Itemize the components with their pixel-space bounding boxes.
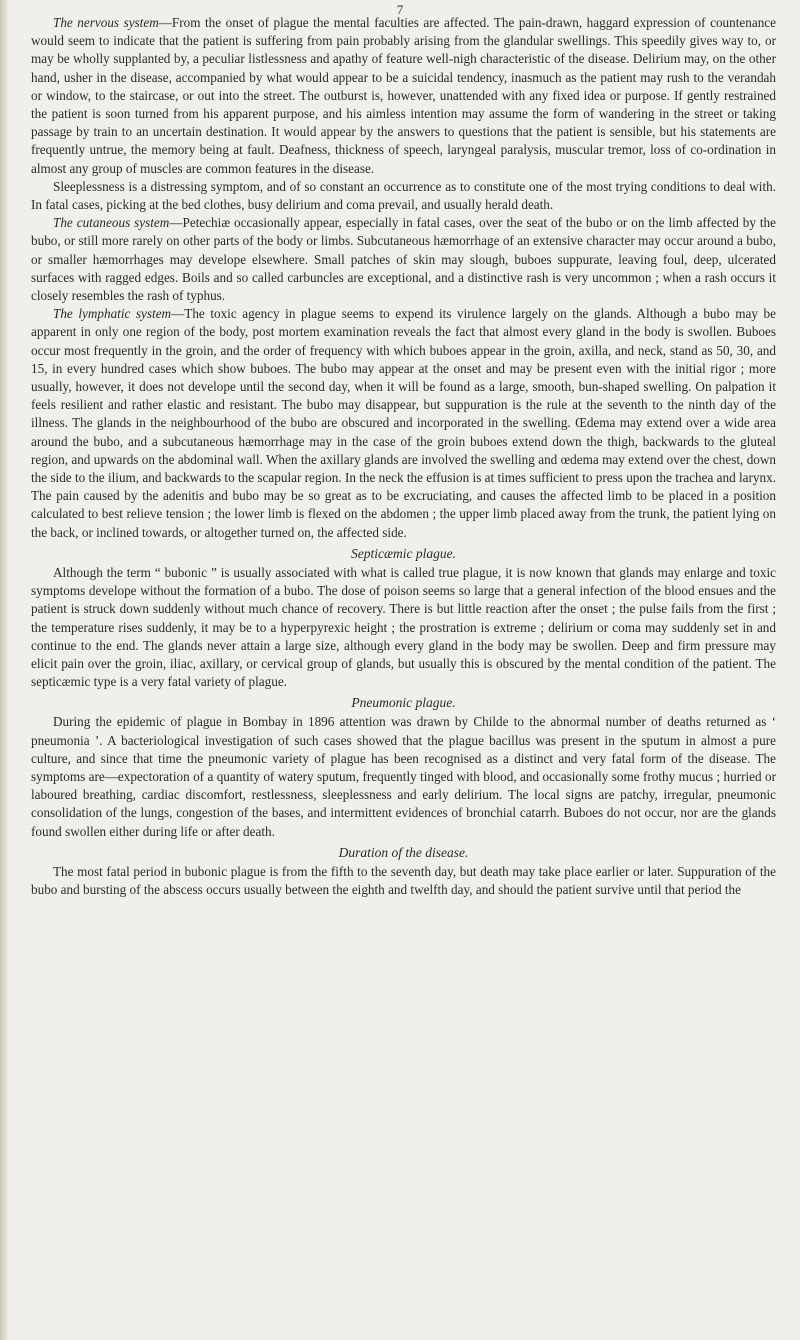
paragraph-pneumonic: During the epidemic of plague in Bombay in 1896 attention was drawn by Childe to the abnormal number of deaths returned as ‘ pneumonia ’. A bacteriological investigation of such cases showed that the plague bacillus was present in the sputum in almost a pure culture, and since that time the pneumonic variety of plague has been recognised as a distinct and very fatal form of the disease. The symptoms are—expectoration of a quantity of watery sputum, frequently tinged with blood, and occasionally some frothy mucus ; hurried or laboured breathing, cardiac discomfort, restlessness, sleeplessness and early delirium. The local signs are patchy, irregular, pneumonic consolidation of the lungs, congestion of the bases, and intermittent evidences of bronchial catarrh. Buboes do not occur, nor are the glands found swollen either during life or after death. bbox=[31, 714, 776, 839]
page-body bbox=[31, 14, 776, 899]
paragraph-text: Sleeplessness is a distressing symptom, and of so constant an occurrence as to constitute one of the most trying conditions to deal with. In fatal cases, picking at the bed clothes, busy delirium and coma prevail, and usually herald death. bbox=[31, 178, 776, 213]
paragraph-nervous-system bbox=[31, 14, 776, 178]
paragraph-text: —From the onset of plague the mental faculties are affected. The pain-drawn, haggard expression of countenance would seem to indicate that the patient is suffering from pain probably arising from the glandular swellings. This speedily gives way to, or may be wholly supplanted by, a peculiar listlessness and apathy of feature well-nigh characteristic of the disease. Delirium may, on the other hand, usher in the disease, accompanied by what would appear to be a suicidal tendency, inasmuch as the patient may rush to the verandah or window, to the staircase, or out into the street. The outburst is, however, unattended with any fixed idea or purpose. If gently restrained the patient is soon turned from his apparent purpose, and his aimless intention may assume the form of wandering in the street or taking passage by train to an uncertain destination. It would appear by the answers to questions that the patient is sensible, but his statements are frequently untrue, the memory being at fault. Deafness, thickness of speech, laryngeal paralysis, muscular tremor, loss of co-ordination in almost any group of muscles are common features in the disease. bbox=[31, 15, 776, 176]
paragraph-text: —Petechiæ occasionally appear, especially in fatal cases, over the seat of the bubo or on the limb affected by the bubo, or still more rarely on other parts of the body or limbs. Subcutaneous hæmorrhage of an extensive character may occur around a bubo, or smaller hæmorrhages may develope elsewhere. Small patches of skin may slough, buboes suppurate, leaving foul, deep, ulcerated surfaces with ragged edges. Boils and so called carbuncles are exceptional, and a distinctive rash is very uncommon ; when a rash occurs it closely resembles the rash of typhus. bbox=[31, 215, 776, 304]
page-spine-shadow bbox=[0, 0, 9, 1340]
paragraph-cutaneous-system bbox=[31, 214, 776, 305]
paragraph-text: —The toxic agency in plague seems to expend its virulence largely on the glands. Although a bubo may be apparent in only one region of the body, post mortem examination reveals the fact that almost every gland in the body is swollen. Buboes occur most frequently in the groin, and the order of frequency with which buboes appear in the groin, axilla, and neck, stand as 50, 30, and 15, in every hundred cases which show buboes. The bubo may appear at the onset and may be present even with the initial rigor ; more usually, however, it does not develope until the second day, when it will be found as a large, smooth, bun-shaped swelling. On palpation it feels resilient and rather elastic and resistant. The bubo may disappear, but suppuration is the rule at the seventh to the ninth day of the illness. The glands in the neighbourhood of the bubo are obscured and incorporated in the swelling. Œdema may extend over a wide area around the bubo, and a subcutaneous hæmorrhage may in the case of the groin buboes extend down the thigh, backwards to the gluteal region, and upwards on the abdominal wall. When the axillary glands are involved the swelling and œdema may extend over the chest, down the side to the ilium, and backwards to the scapular region. In the neck the effusion is at times sufficient to press upon the trachea and larynx. The pain caused by the adenitis and bubo may be so great as to be excruciating, and causes the affected limb to be placed in a position calculated to best relieve tension ; the lower limb is flexed on the abdomen ; the upper limb placed away from the trunk, the patient lying on the back, or inclined towards, or altogether turned on, the affected side. bbox=[31, 306, 776, 540]
paragraph-duration: The most fatal period in bubonic plague is from the fifth to the seventh day, but death may take place earlier or later. Suppuration of the bubo and bursting of the abscess occurs usually between the eighth and twelfth day, and should the patient survive until that period the bbox=[31, 863, 776, 897]
heading-pneumonic-plague: Pneumonic plague. bbox=[351, 695, 456, 711]
subsection-lead: The cutaneous system bbox=[53, 215, 170, 231]
paragraph-sleeplessness bbox=[31, 178, 776, 214]
subsection-lead: The lymphatic system bbox=[53, 306, 172, 322]
page-number: 7 bbox=[396, 2, 404, 17]
subsection-lead: The nervous system bbox=[53, 15, 159, 30]
paragraph-septicaemic: Although the term “ bubonic ” is usually associated with what is called true plague, it is now known that glands may enlarge and toxic symptoms develope without the formation of a bubo. The dose of poison seems so large that a general infection of the blood ensues and the patient is struck down suddenly without much chance of recovery. There is but little reaction after the onset ; the pulse fails from the first ; the temperature rises suddenly, it may be to a hyperpyrexic height ; the prostration is extreme ; delirium or coma may suddenly set in and continue to the end. The glands never attain a large size, although every gland in the body may be swollen. Deep and firm pressure may elicit pain over the groin, iliac, axillary, or cervical group of glands, but usually this is obscured by the mental condition of the patient. The septicæmic type is a very fatal variety of plague. bbox=[31, 564, 776, 690]
heading-duration: Duration of the disease. bbox=[338, 844, 469, 860]
paragraph-lymphatic-system bbox=[31, 305, 776, 542]
heading-septicaemic-plague: Septicæmic plague. bbox=[351, 545, 456, 561]
